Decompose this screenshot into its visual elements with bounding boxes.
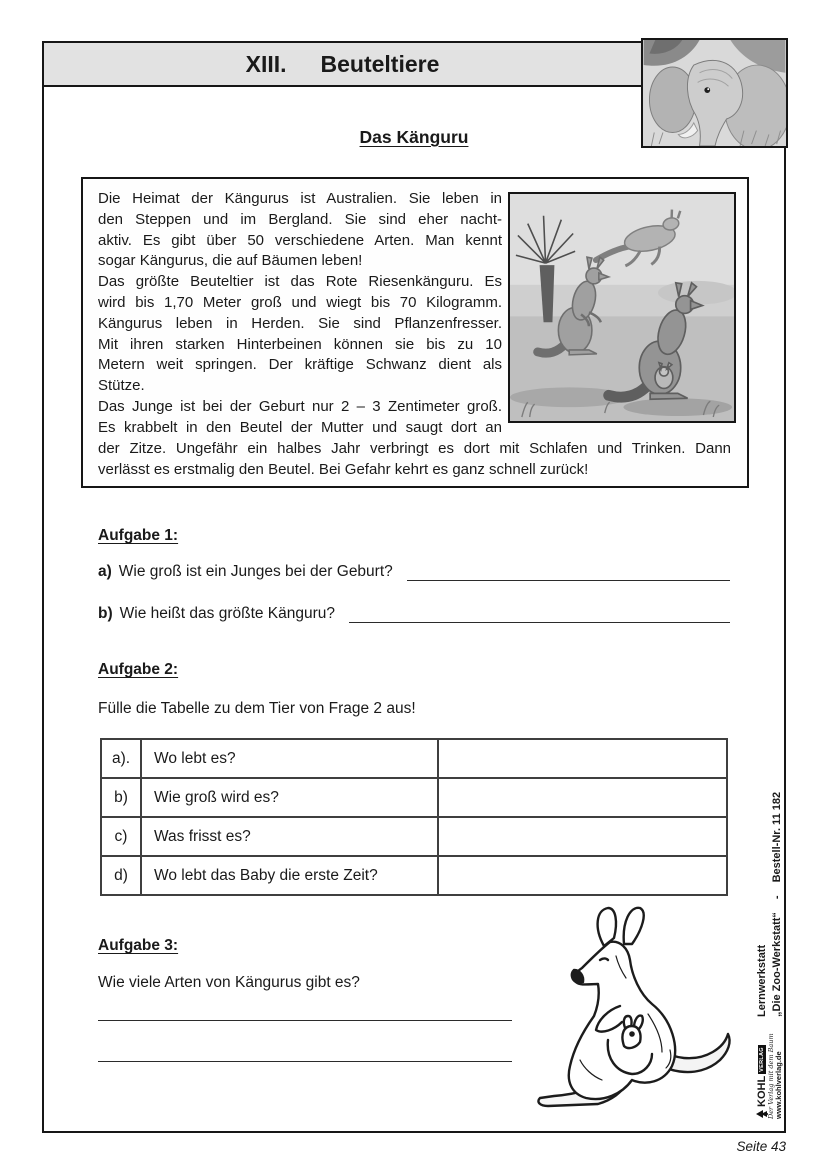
- answer-line: [349, 603, 730, 623]
- row-answer-cell: [438, 856, 727, 895]
- info-text-line: der Zitze. Ungefähr ein halbes Jahr verbringt es dort mit Schlafen und Trinken. Dann: [98, 440, 731, 457]
- row-label-cell: d): [101, 856, 141, 895]
- kangaroo-group-illustration: [510, 194, 734, 421]
- info-text-line: wird bis 1,70 Meter groß und wiegt bis 70 Kilogramm.: [98, 293, 502, 311]
- table-row: [101, 856, 727, 895]
- kangaroo-with-joey-illustration: [520, 900, 744, 1122]
- info-text-line: Das größte Beuteltier ist das Rote Riesenkänguru. Es: [98, 273, 502, 291]
- row-label-cell: b): [101, 778, 141, 817]
- sidebar-volume: „Die Zoo-Werkstatt“: [771, 912, 783, 1017]
- sidebar-order-number: Bestell-Nr. 11 182: [771, 791, 783, 883]
- table-row: [101, 739, 727, 778]
- page-number: Seite 43: [736, 1139, 786, 1154]
- kangaroo-drawing: [520, 900, 744, 1122]
- task1-question-row: [98, 603, 730, 623]
- info-text-line: Die Heimat der Kängurus ist Australien. Sie leben in: [98, 190, 502, 207]
- info-text-line: Kängurus leben in Herden. Sie sind Pflanzenfresser.: [98, 314, 502, 332]
- table-row: [101, 778, 727, 817]
- row-answer-cell: [438, 739, 727, 778]
- info-text-line: Es krabbelt in den Beutel der Mutter und saugt dort an: [98, 418, 502, 436]
- info-text-line: Mit ihren starken Hinterbeinen können sie bis zu 10: [98, 335, 502, 353]
- chapter-title: Beuteltiere: [320, 50, 440, 77]
- row-question-cell: Wo lebt es?: [141, 739, 438, 778]
- sidebar-separator: -: [771, 895, 783, 900]
- sidebar-text: [755, 792, 786, 1017]
- row-question-cell: Wie groß wird es?: [141, 778, 438, 817]
- row-answer-cell: [438, 817, 727, 856]
- task3-answer-line-2: [98, 1061, 512, 1062]
- row-label-cell: a).: [101, 739, 141, 778]
- sidebar-series: Lernwerkstatt: [755, 944, 768, 1017]
- elephant-photo: [641, 38, 788, 148]
- chapter-number: XIII.: [245, 50, 287, 77]
- kohl-logo-website: www.kohlverlag.de: [774, 1051, 784, 1119]
- info-text-line: aktiv. Es gibt über 50 verschiedene Arten. Man kennt: [98, 231, 502, 249]
- kohl-logo-badge: VERLAG: [759, 1047, 766, 1072]
- question-text: Wie heißt das größte Känguru?: [119, 605, 336, 622]
- task3-heading: Aufgabe 3:: [98, 937, 179, 954]
- kohl-logo-name: KOHL: [756, 1075, 769, 1107]
- task1-question-row: [98, 561, 730, 581]
- kangaroo-photo: [508, 192, 736, 423]
- task3-question: Wie viele Arten von Kängurus gibt es?: [98, 974, 360, 991]
- elephant-illustration: [643, 40, 786, 146]
- row-question-cell: Was frisst es?: [141, 817, 438, 856]
- task2-instruction: Fülle die Tabelle zu dem Tier von Frage 2 aus!: [98, 700, 416, 717]
- task1-heading: Aufgabe 1:: [98, 527, 179, 544]
- task1-items: [98, 561, 730, 645]
- row-question-cell: Wo lebt das Baby die erste Zeit?: [141, 856, 438, 895]
- info-text-line: Metern weit springen. Der kräftige Schwanz dient als: [98, 356, 502, 374]
- question-text: Wie groß ist ein Junges bei der Geburt?: [118, 563, 393, 580]
- info-text-column: [98, 189, 502, 439]
- row-answer-cell: [438, 778, 727, 817]
- info-box: [81, 177, 749, 488]
- info-text-line: Das Junge ist bei der Geburt nur 2 – 3 Zentimeter groß.: [98, 397, 502, 415]
- info-text-line: den Steppen und im Bergland. Sie sind eher nacht-: [98, 210, 502, 228]
- chapter-header-bar: [42, 41, 643, 87]
- question-label: b): [98, 605, 113, 622]
- question-label: a): [98, 563, 112, 580]
- kohl-logo-tagline: Der Verlag mit dem Baum: [767, 1033, 776, 1119]
- task2-table: [100, 738, 728, 896]
- kohl-logo: [756, 1027, 783, 1119]
- table-row: [101, 817, 727, 856]
- task2-heading: Aufgabe 2:: [98, 661, 179, 678]
- info-text-line: Stütze.: [98, 377, 145, 395]
- worksheet-title: Das Känguru: [359, 127, 469, 147]
- info-text-line: sogar Kängurus, die auf Bäumen leben!: [98, 252, 363, 270]
- publisher-sidebar: [751, 783, 789, 1119]
- task3-answer-line-1: [98, 1020, 512, 1021]
- info-text-line: verlässt es erstmalig den Beutel. Bei Gefahr kehrt es ganz schnell zurück!: [98, 460, 589, 478]
- answer-line: [407, 561, 730, 581]
- info-text-full-width: [98, 439, 731, 481]
- row-label-cell: c): [101, 817, 141, 856]
